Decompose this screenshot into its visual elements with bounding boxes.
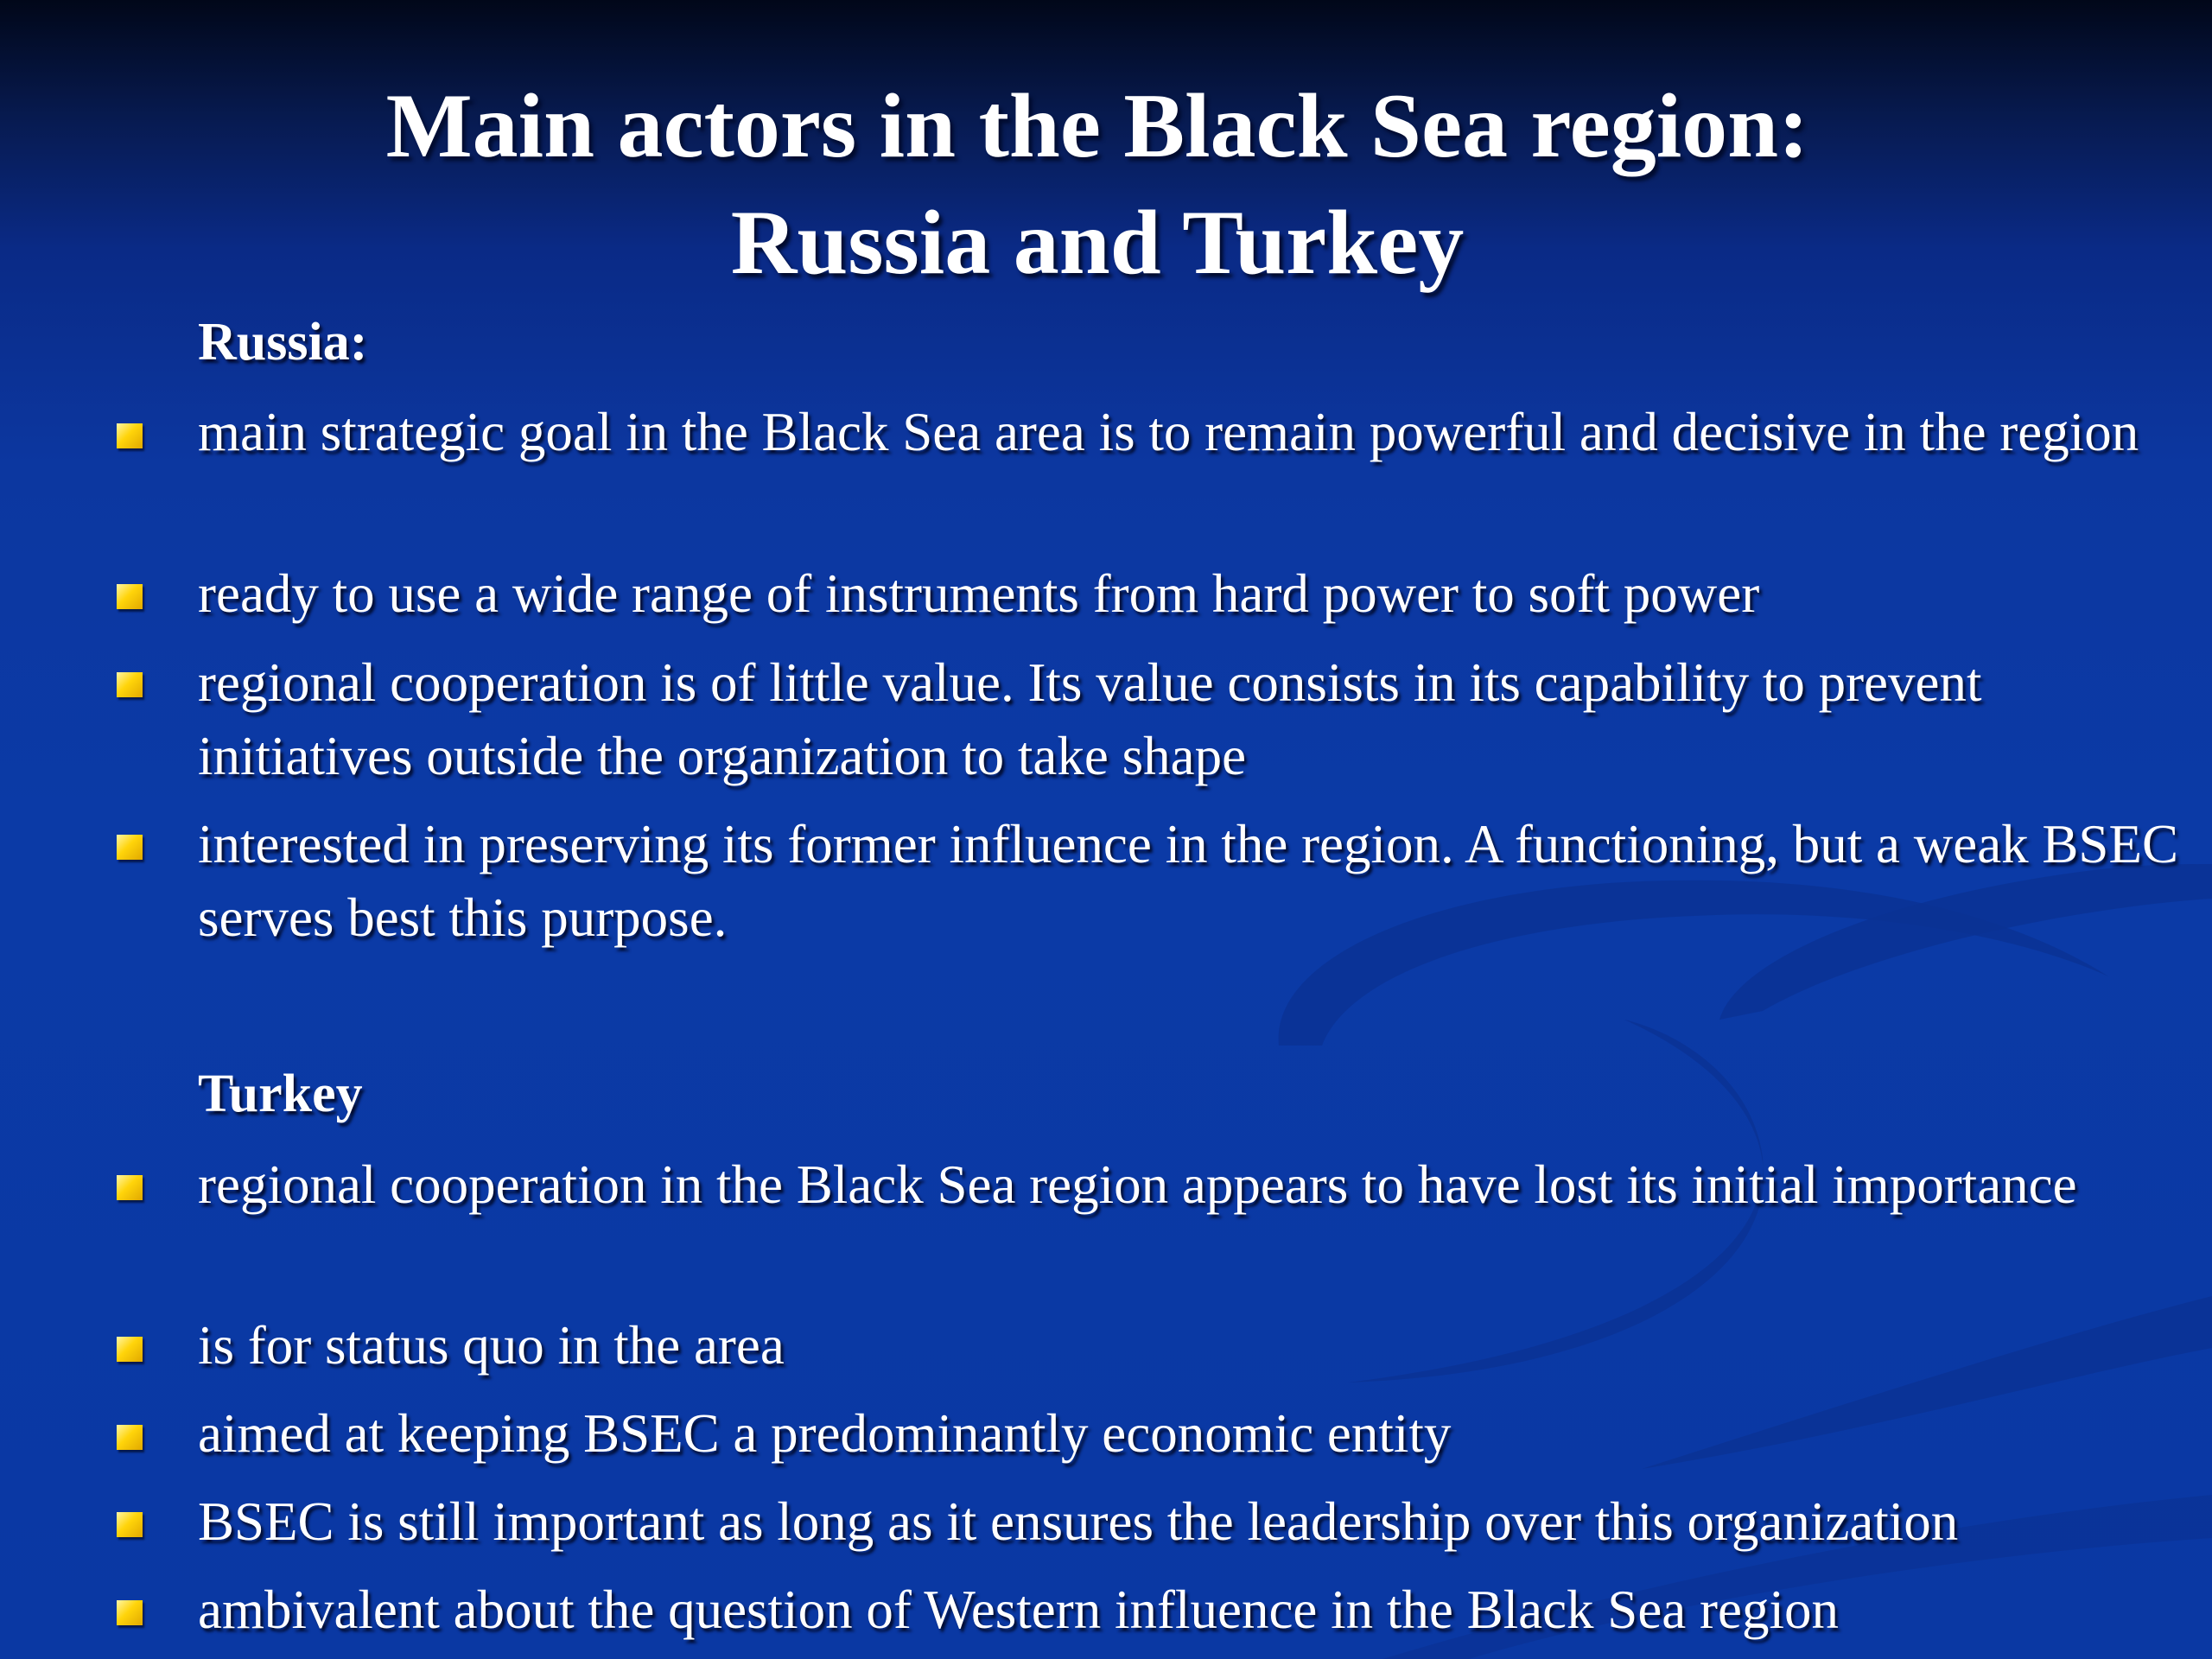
bullet-square-icon [117, 1425, 143, 1450]
bullet-text: is for status quo in the area [198, 1315, 785, 1376]
bullet-square-icon [117, 835, 143, 860]
bullet-text: regional cooperation in the Black Sea region appears to have lost its initial importance [198, 1154, 2077, 1215]
bullet-text: aimed at keeping BSEC a predominantly economic entity [198, 1403, 1452, 1464]
section-heading-russia: Russia: [198, 313, 368, 372]
bullet-square-icon [117, 584, 143, 609]
slide-title [0, 67, 2195, 301]
bullet-square-icon [117, 1512, 143, 1537]
bullet-text: ambivalent about the question of Western influence in the Black Sea region [198, 1580, 1839, 1640]
section-heading-turkey: Turkey [198, 1065, 363, 1123]
bullet-square-icon [117, 423, 143, 448]
bullet-text: regional cooperation is of little value. Its value consists in its capability to prevent initiatives outside the organization to take shape [198, 652, 1982, 786]
slide-title-line-1: Main actors in the Black Sea region: [385, 75, 1809, 176]
bullet-text: interested in preserving its former influence in the region. A functioning, but a weak BSEC serves best this purpose. [198, 814, 2178, 948]
bullet-text: main strategic goal in the Black Sea area is to remain powerful and decisive in the region [198, 402, 2139, 462]
bullet-text: BSEC is still important as long as it ensures the leadership over this organization [198, 1491, 1959, 1552]
bullet-square-icon [117, 1337, 143, 1362]
slide-title-line-2: Russia and Turkey [730, 192, 1465, 293]
bullet-text: ready to use a wide range of instruments from hard power to soft power [198, 563, 1760, 624]
bullet-square-icon [117, 1175, 143, 1200]
bullet-square-icon [117, 672, 143, 697]
bullet-square-icon [117, 1600, 143, 1625]
